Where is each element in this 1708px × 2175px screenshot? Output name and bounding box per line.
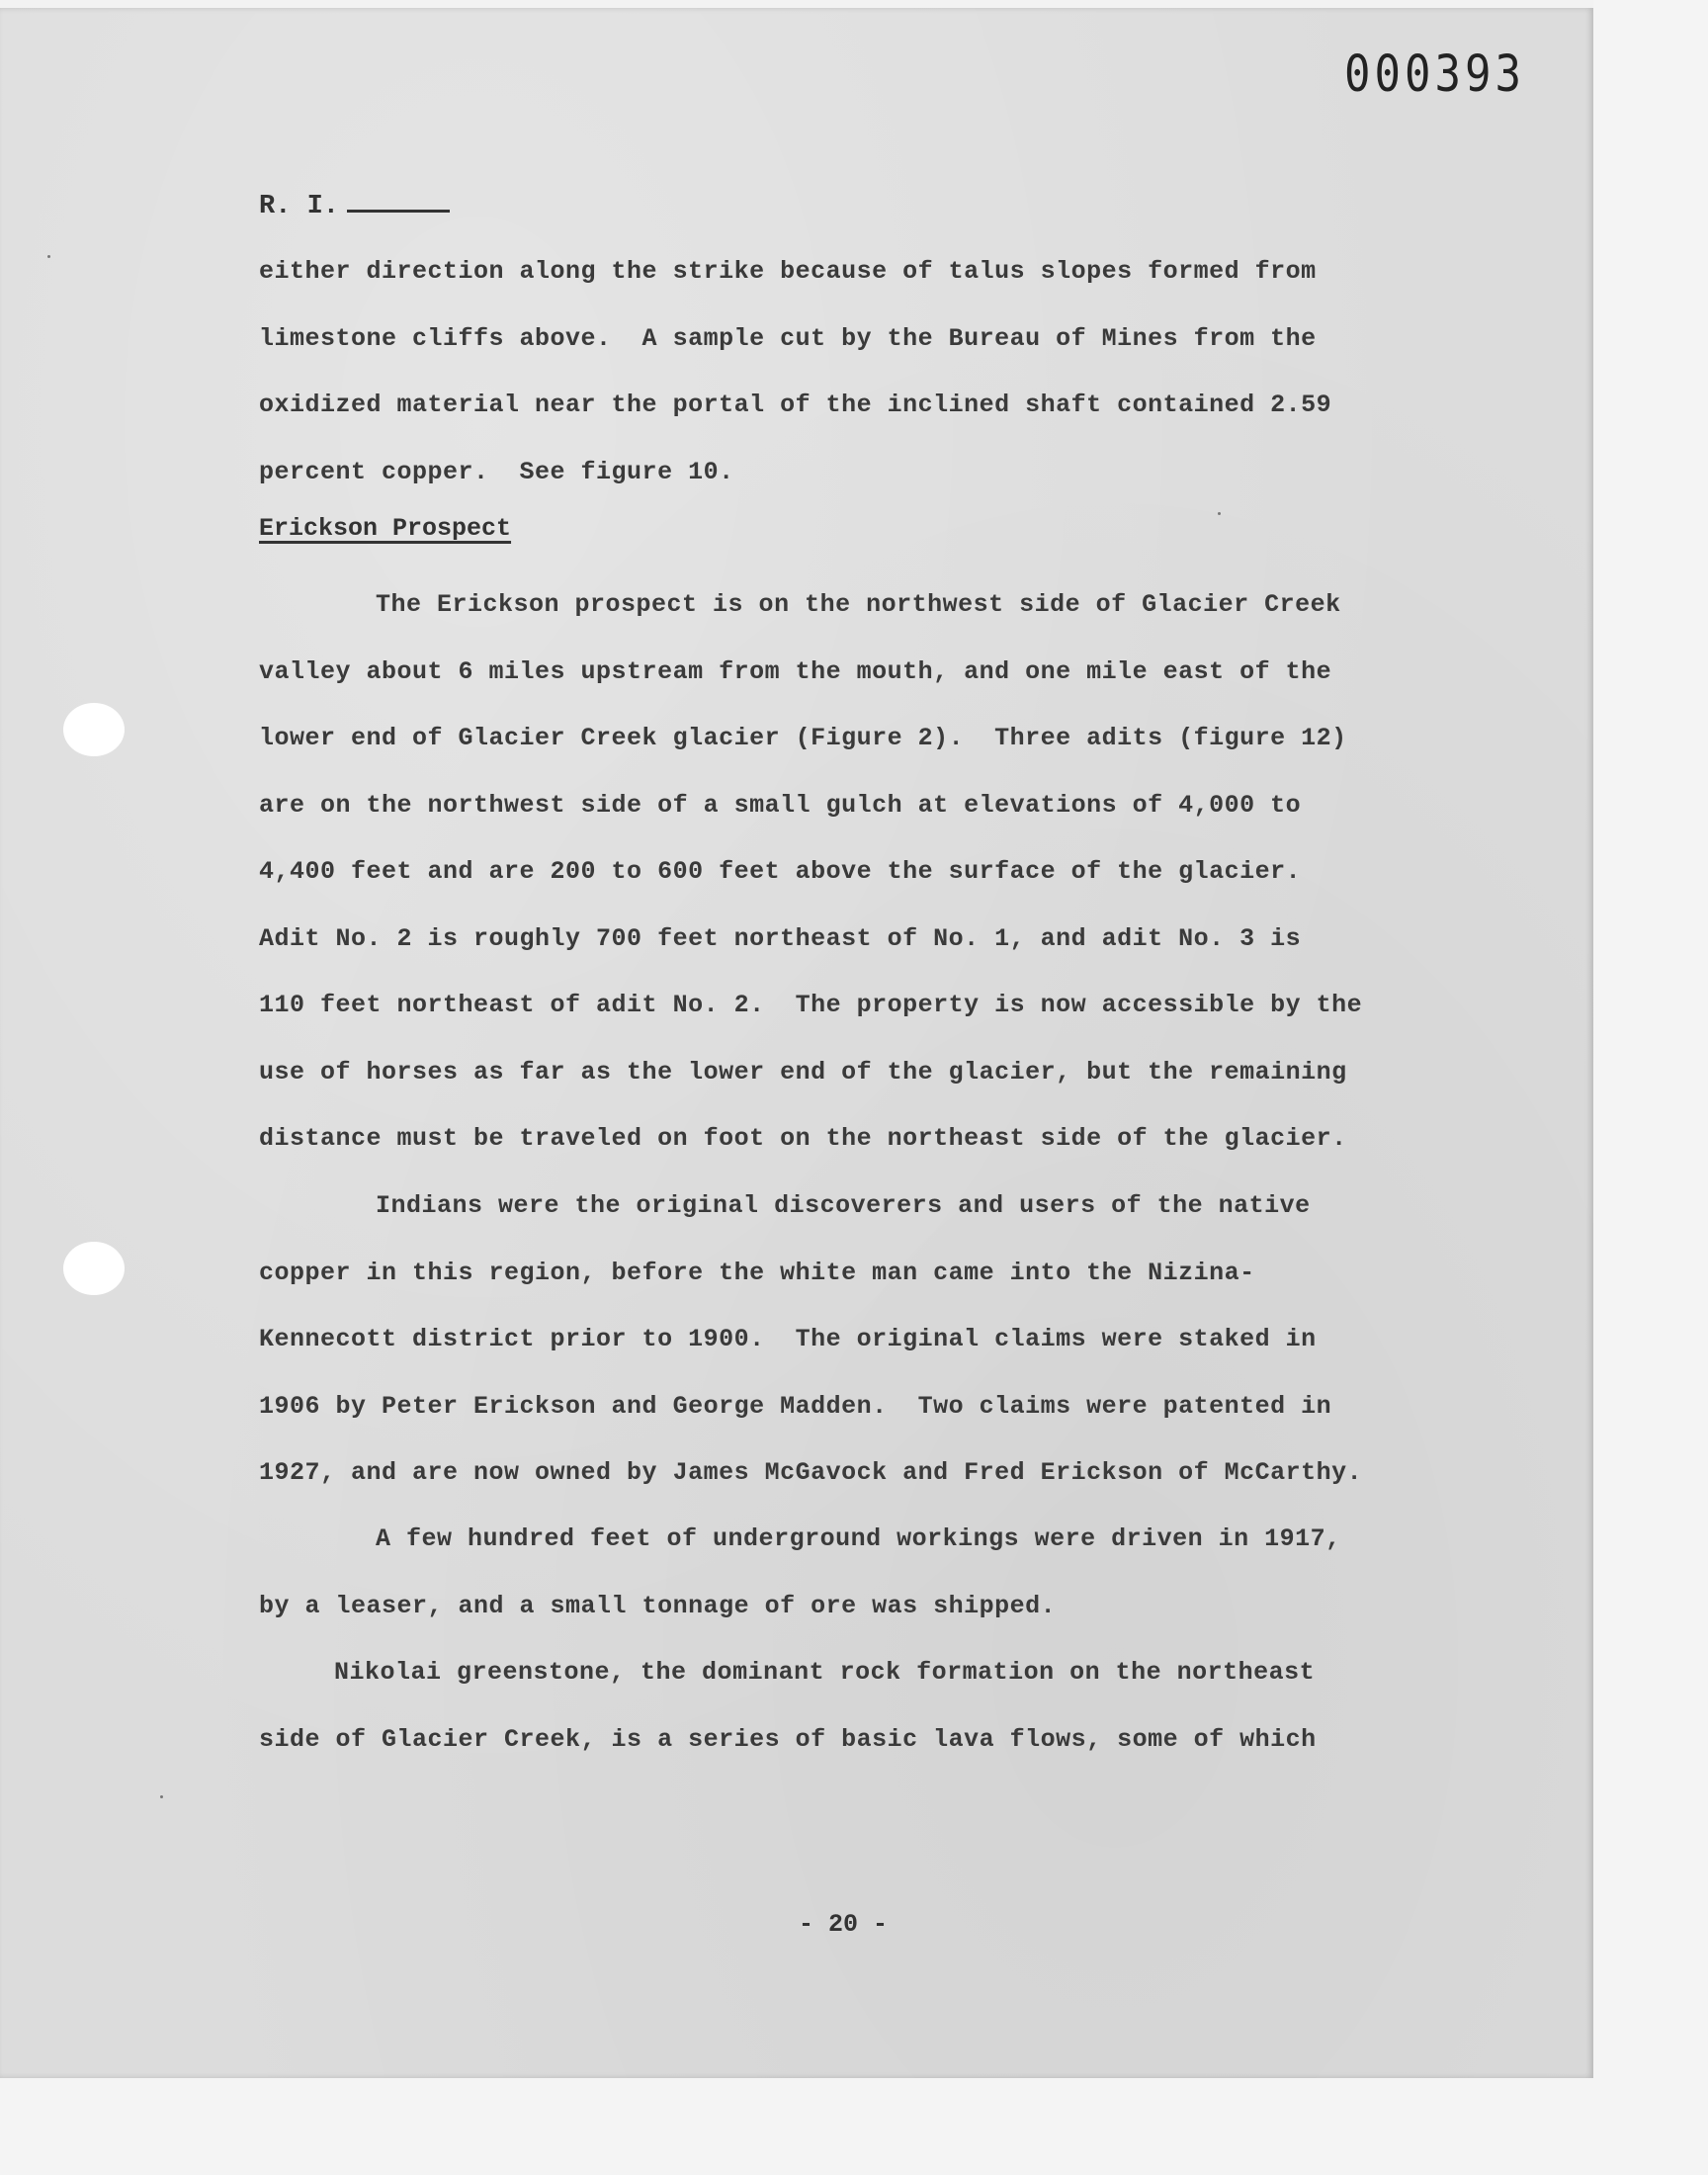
- document-number: 000393: [1344, 45, 1525, 104]
- text-line: percent copper. See figure 10.: [259, 457, 734, 486]
- punch-hole-bottom: [63, 1242, 125, 1295]
- report-id: [259, 192, 450, 221]
- text-line: The Erickson prospect is on the northwest side of Glacier Creek: [376, 590, 1341, 619]
- scan-speck: [47, 255, 50, 258]
- text-line: copper in this region, before the white man came into the Nizina-: [259, 1258, 1255, 1287]
- text-line: Adit No. 2 is roughly 700 feet northeast of No. 1, and adit No. 3 is: [259, 923, 1302, 953]
- punch-hole-top: [63, 703, 125, 756]
- text-line: by a leaser, and a small tonnage of ore was shipped.: [259, 1591, 1057, 1620]
- continued-paragraph: [259, 238, 1435, 505]
- text-line: distance must be traveled on foot on the northeast side of the glacier.: [259, 1124, 1347, 1153]
- report-id-blank: [347, 210, 450, 213]
- scan-speck: [160, 1795, 163, 1798]
- text-line: use of horses as far as the lower end of the glacier, but the remaining: [259, 1057, 1347, 1087]
- paragraph-1: [259, 571, 1435, 1173]
- text-line: limestone cliffs above. A sample cut by the Bureau of Mines from the: [259, 323, 1317, 353]
- scan-speck: [1218, 512, 1221, 515]
- text-line: lower end of Glacier Creek glacier (Figure 2). Three adits (figure 12): [259, 724, 1347, 752]
- paragraph-3: [259, 1506, 1435, 1639]
- paragraph-2: [259, 1173, 1435, 1507]
- text-line: either direction along the strike because of talus slopes formed from: [259, 257, 1317, 286]
- section-heading: Erickson Prospect: [259, 514, 512, 543]
- page-number: - 20 -: [799, 1910, 889, 1939]
- text-line: Nikolai greenstone, the dominant rock formation on the northeast: [334, 1658, 1316, 1687]
- text-line: 110 feet northeast of adit No. 2. The property is now accessible by the: [259, 991, 1363, 1019]
- text-line: are on the northwest side of a small gulch at elevations of 4,000 to: [259, 790, 1302, 820]
- text-line: A few hundred feet of underground workings were driven in 1917,: [376, 1524, 1341, 1553]
- text-line: 4,400 feet and are 200 to 600 feet above the surface of the glacier.: [259, 857, 1302, 886]
- text-line: Indians were the original discoverers and users of the native: [376, 1191, 1311, 1220]
- text-line: valley about 6 miles upstream from the mouth, and one mile east of the: [259, 656, 1332, 686]
- text-line: oxidized material near the portal of the inclined shaft contained 2.59: [259, 391, 1332, 419]
- paragraph-4: [259, 1639, 1435, 1773]
- text-line: side of Glacier Creek, is a series of basic lava flows, some of which: [259, 1724, 1317, 1754]
- scan-bottom-margin: [0, 2078, 1593, 2175]
- document-page: [0, 8, 1593, 2078]
- scan-top-edge: [0, 0, 1593, 8]
- text-line: 1927, and are now owned by James McGavock and Fred Erickson of McCarthy.: [259, 1458, 1363, 1487]
- text-line: 1906 by Peter Erickson and George Madden. Two claims were patented in: [259, 1391, 1332, 1421]
- report-id-label: R. I.: [259, 192, 340, 221]
- text-line: Kennecott district prior to 1900. The original claims were staked in: [259, 1325, 1317, 1353]
- scan-right-margin: [1593, 0, 1708, 2175]
